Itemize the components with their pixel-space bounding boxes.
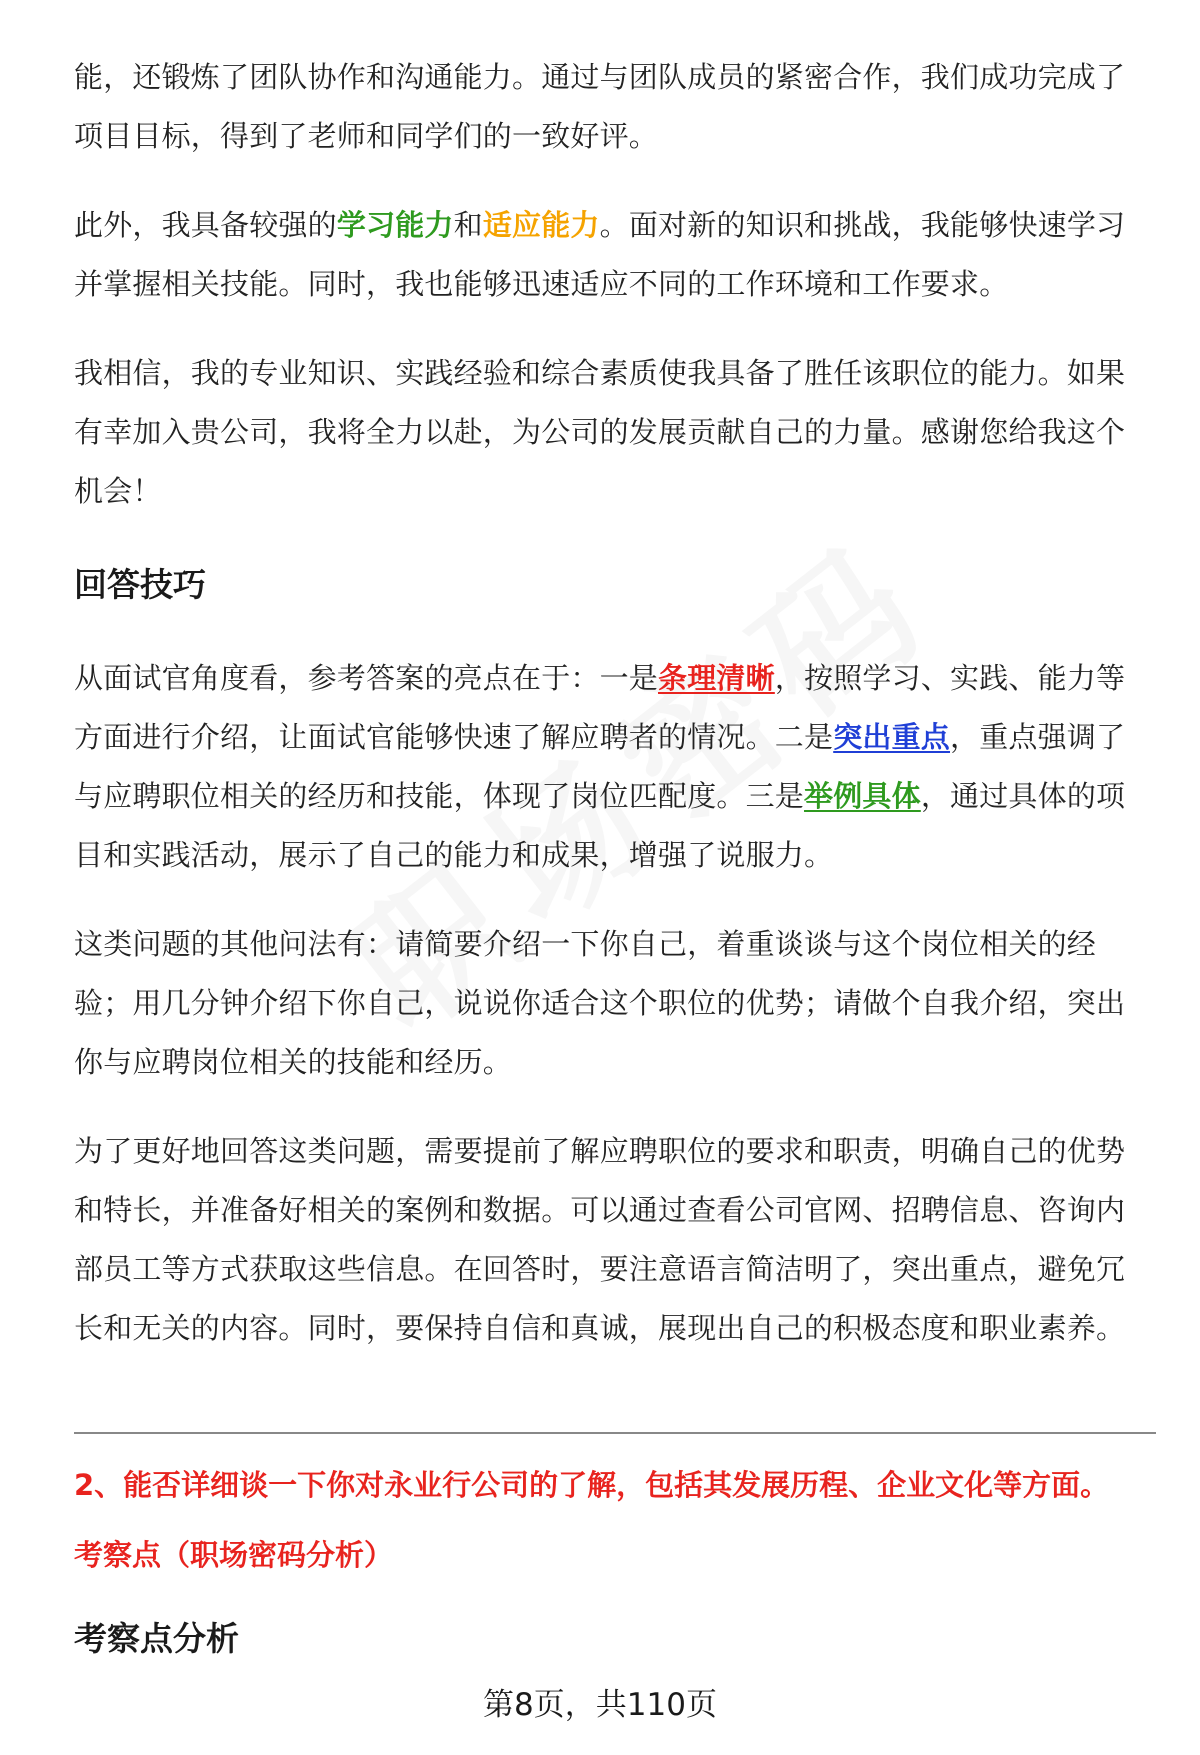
question-title: 2、能否详细谈一下你对永业行公司的了解，包括其发展历程、企业文化等方面。 (74, 1468, 1110, 1502)
highlight-adaptability: 适应能力 (482, 208, 600, 242)
section-heading-analysis: 考察点分析 (74, 1619, 239, 1658)
highlight-clear-structure: 条理清晰 (658, 661, 775, 695)
paragraph-conclusion: 我相信，我的专业知识、实践经验和综合素质使我具备了胜任该职位的能力。如果有幸加入贵公司，我将全力以赴，为公司的发展贡献自己的力量。感谢您给我这个机会！ (74, 356, 1126, 508)
section-divider (74, 1432, 1156, 1434)
text-segment: ，通过具体的项目和实践活动，展示了自己的能力和成果，增强了说服力。 (74, 779, 1126, 872)
text-segment: 。面对新的知识和挑战，我能够快速学习并掌握相关技能。同时，我也能够迅速适应不同的工作环境和工作要求。 (74, 208, 1126, 301)
highlight-learning-ability: 学习能力 (336, 208, 454, 242)
assessment-point-label: 考察点（职场密码分析） (74, 1538, 394, 1572)
highlight-specific-examples: 举例具体 (804, 779, 921, 813)
text-segment: 和 (453, 208, 483, 242)
paragraph-other-questions: 这类问题的其他问法有：请简要介绍一下你自己，着重谈谈与这个岗位相关的经验；用几分钟介绍下你自己，说说你适合这个职位的优势；请做个自我介绍，突出你与应聘岗位相关的技能和经历。 (74, 927, 1126, 1079)
paragraph-tips-highlights (74, 649, 1154, 885)
paragraph-learning-ability (74, 196, 1154, 314)
text-segment: 从面试官角度看，参考答案的亮点在于：一是 (74, 661, 659, 695)
text-segment: ，按照学习、实践、能力等方面进行介绍，让面试官能够快速了解应聘者的情况。二是 (74, 661, 1126, 754)
page-number: 第8页，共110页 (483, 1687, 717, 1723)
paragraph-preparation: 为了更好地回答这类问题，需要提前了解应聘职位的要求和职责，明确自己的优势和特长，并准备好相关的案例和数据。可以通过查看公司官网、招聘信息、咨询内部员工等方式获取这些信息。在回答时，要注意语言简洁明了，突出重点，避免冗长和无关的内容。同时，要保持自信和真诚，展现出自己的积极态度和职业素养。 (74, 1134, 1126, 1345)
main-content (74, 48, 1154, 1358)
text-segment: ，重点强调了与应聘职位相关的经历和技能，体现了岗位匹配度。三是 (74, 720, 1126, 813)
section-heading-tips: 回答技巧 (74, 565, 206, 604)
paragraph-teamwork: 能，还锻炼了团队协作和沟通能力。通过与团队成员的紧密合作，我们成功完成了项目目标，得到了老师和同学们的一致好评。 (74, 60, 1126, 153)
highlight-key-points: 突出重点 (833, 720, 951, 754)
text-segment: 此外，我具备较强的 (74, 208, 337, 242)
